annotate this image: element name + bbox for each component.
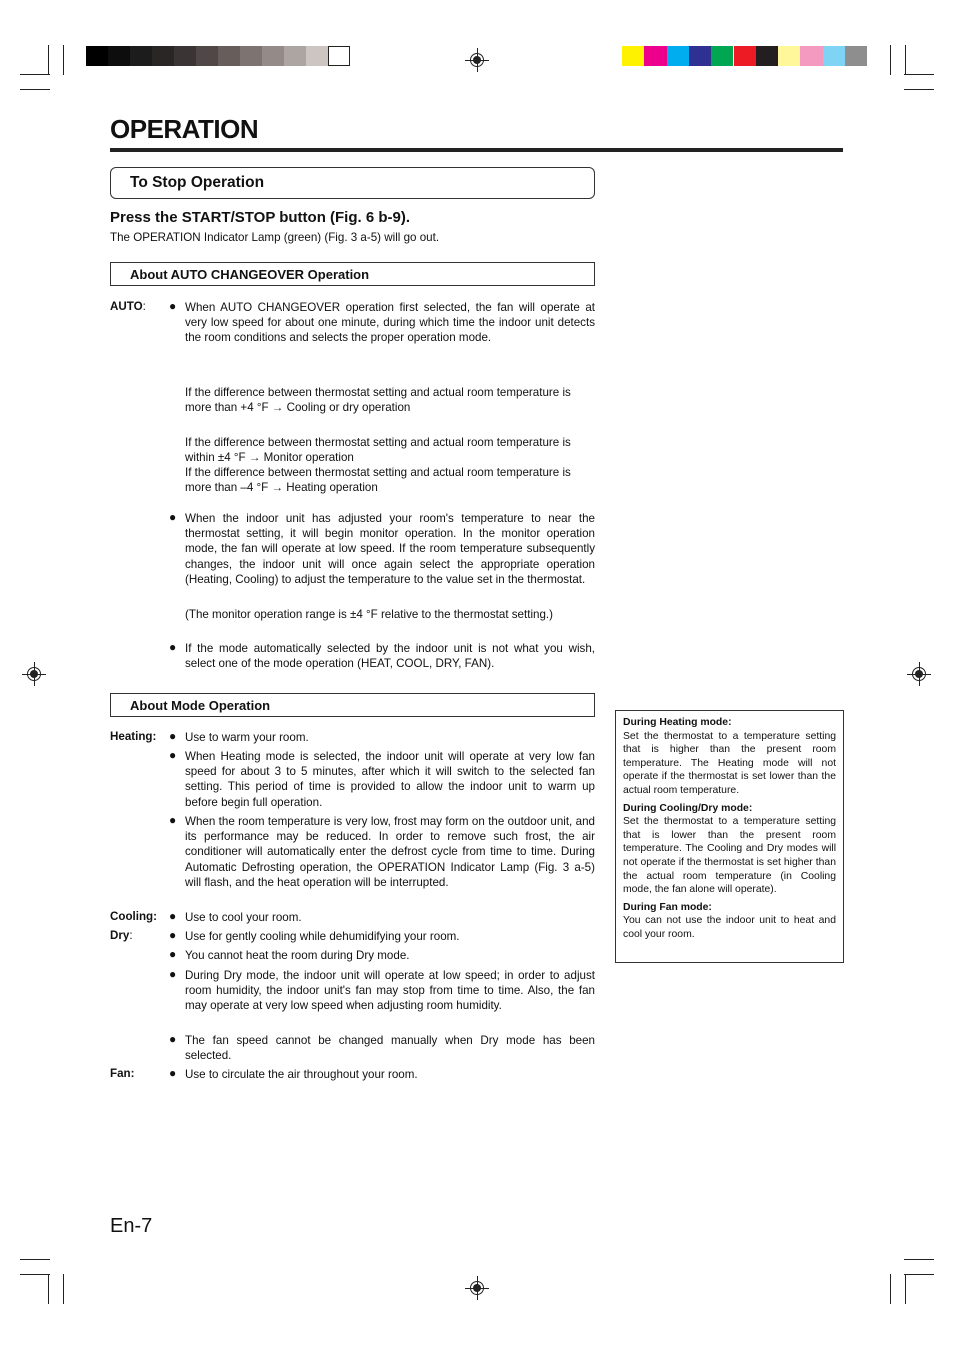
color-swatch <box>284 46 306 66</box>
color-swatch <box>328 46 350 66</box>
color-swatch <box>756 46 778 66</box>
registration-mark-icon <box>465 1276 489 1300</box>
note-cooling-text: Set the thermostat to a temperature setting that is lower than the present room temperature. The Cooling and Dry modes will not operate if the thermostat is set higher than the actual room temperature (in Cooling mode, the fan alone will operate). <box>623 816 836 896</box>
dry-bullet-2: You cannot heat the room during Dry mode. <box>185 949 410 962</box>
auto-bullet-2: When the indoor unit has adjusted your room's temperature to near the thermostat setting, it will begin monitor operation. In the monitor operation mode, the fan will operate at low speed. If the room temperature subsequently changes, the indoor unit will once again select the appropriate operation (Heating, Cooling) to adjust the temperature to the value set in the thermostat. <box>185 512 595 586</box>
dry-bullet-1: Use for gently cooling while dehumidifying your room. <box>185 930 460 943</box>
dry-bullet-3: During Dry mode, the indoor unit will operate at low speed; in order to adjust room humidity, the indoor unit's fan may stop from time to time. Also, the fan may operate at very low speed when adjusting room humidity. <box>185 969 595 1013</box>
bullet-icon: ● <box>169 928 177 942</box>
note-fan-title: During Fan mode: <box>623 901 712 913</box>
note-heating-title: During Heating mode: <box>623 717 732 728</box>
auto-condition-1: If the difference between thermostat setting and actual room temperature is more than +4 °F → Cooling or dry operation <box>185 386 571 415</box>
auto-bullet-1: When AUTO CHANGEOVER operation first selected, the fan will operate at very low speed for about one minute, during which time the indoor unit detects the room conditions and selects the proper operation mode. <box>185 301 595 345</box>
bullet-icon: ● <box>169 510 177 524</box>
stop-heading: Press the START/STOP button (Fig. 6 b-9). <box>110 209 411 226</box>
bullet-icon: ● <box>169 299 177 313</box>
page-title: OPERATION <box>110 114 259 144</box>
color-swatch <box>689 46 711 66</box>
heating-label: Heating: <box>110 730 157 743</box>
bullet-icon: ● <box>169 967 177 981</box>
fan-label: Fan: <box>110 1067 135 1080</box>
crop-mark <box>905 1274 906 1304</box>
crop-mark <box>20 74 50 75</box>
fan-bullet-1: Use to circulate the air throughout your room. <box>185 1068 418 1081</box>
auto-condition-2b: If the difference between thermostat setting and actual room temperature is more than –4 °F → Heating operation <box>185 466 571 495</box>
color-swatch <box>622 46 644 66</box>
stop-text: The OPERATION Indicator Lamp (green) (Fig. 3 a-5) will go out. <box>110 231 440 244</box>
heating-bullet-1: Use to warm your room. <box>185 731 309 744</box>
crop-mark <box>890 45 891 75</box>
crop-mark <box>63 45 64 75</box>
mode-section-title: About Mode Operation <box>130 698 271 713</box>
auto-section-header <box>110 262 595 286</box>
crop-mark <box>904 1259 934 1260</box>
color-swatch <box>711 46 733 66</box>
color-swatch <box>174 46 196 66</box>
heating-bullet-2: When Heating mode is selected, the indoor unit will operate at very low fan speed for about 3 to 5 minutes, after which it will switch to the selected fan setting. This period of time is provided to allow the indoor unit to warm up before begin full operation. <box>185 750 595 809</box>
color-swatch <box>196 46 218 66</box>
crop-mark <box>904 89 934 90</box>
mode-notes-box <box>615 710 844 963</box>
registration-mark-icon <box>907 662 931 686</box>
color-swatch <box>667 46 689 66</box>
cooling-label: Cooling: <box>110 910 158 923</box>
crop-mark <box>890 1274 891 1304</box>
dry-bullet-4: The fan speed cannot be changed manually when Dry mode has been selected. <box>185 1034 595 1063</box>
bullet-icon: ● <box>169 729 177 743</box>
crop-mark <box>63 1274 64 1304</box>
crop-mark <box>48 1274 49 1304</box>
color-swatch <box>734 46 756 66</box>
auto-bullet-3: If the mode automatically selected by the indoor unit is not what you wish, select one of the mode operation (HEAT, COOL, DRY, FAN). <box>185 642 595 671</box>
auto-note: (The monitor operation range is ±4 °F relative to the thermostat setting.) <box>185 608 553 621</box>
auto-label: AUTO: <box>110 300 146 313</box>
color-swatch <box>218 46 240 66</box>
bullet-icon: ● <box>169 813 177 827</box>
color-swatch <box>778 46 800 66</box>
color-swatch <box>845 46 867 66</box>
stop-section-title: To Stop Operation <box>130 174 265 191</box>
auto-section-title: About AUTO CHANGEOVER Operation <box>130 267 370 282</box>
bullet-icon: ● <box>169 640 177 654</box>
crop-mark <box>48 45 49 75</box>
color-swatch <box>130 46 152 66</box>
dry-label: Dry: <box>110 929 133 942</box>
auto-condition-2a: If the difference between thermostat setting and actual room temperature is within ±4 °F → Monitor operation <box>185 436 571 465</box>
crop-mark <box>904 74 934 75</box>
mode-section-header <box>110 693 595 717</box>
note-heating-text: Set the thermostat to a temperature setting that is higher than the present room temperature. The Heating mode will not operate if the thermostat is set lower than the actual room temperature. <box>623 730 836 796</box>
note-cooling-title: During Cooling/Dry mode: <box>623 802 753 814</box>
cooling-bullet-1: Use to cool your room. <box>185 911 302 924</box>
color-swatch <box>152 46 174 66</box>
color-swatch <box>800 46 822 66</box>
color-swatch <box>823 46 845 66</box>
color-swatch <box>644 46 666 66</box>
heating-bullet-3: When the room temperature is very low, frost may form on the outdoor unit, and its performance may be reduced. In order to remove such frost, the air conditioner will automatically enter the defrost cycle from time to time. During Automatic Defrosting operation, the OPERATION Indicator Lamp (Fig. 3 a-5) will flash, and the heat operation will be interrupted. <box>185 815 595 889</box>
page-number: En-7 <box>110 1215 153 1237</box>
registration-mark-icon <box>465 48 489 72</box>
registration-mark-icon <box>22 662 46 686</box>
note-fan-text: You can not use the indoor unit to heat and cool your room. <box>623 915 836 940</box>
color-swatch <box>306 46 328 66</box>
stop-section-header <box>110 167 595 199</box>
crop-mark <box>905 45 906 75</box>
bullet-icon: ● <box>169 1032 177 1046</box>
crop-mark <box>20 1274 50 1275</box>
bullet-icon: ● <box>169 748 177 762</box>
color-swatch <box>86 46 108 66</box>
color-swatch <box>262 46 284 66</box>
crop-mark <box>904 1274 934 1275</box>
crop-mark <box>20 89 50 90</box>
color-swatch <box>240 46 262 66</box>
bullet-icon: ● <box>169 1066 177 1080</box>
bullet-icon: ● <box>169 909 177 923</box>
bullet-icon: ● <box>169 947 177 961</box>
color-swatch <box>108 46 130 66</box>
crop-mark <box>20 1259 50 1260</box>
title-rule <box>110 148 843 152</box>
